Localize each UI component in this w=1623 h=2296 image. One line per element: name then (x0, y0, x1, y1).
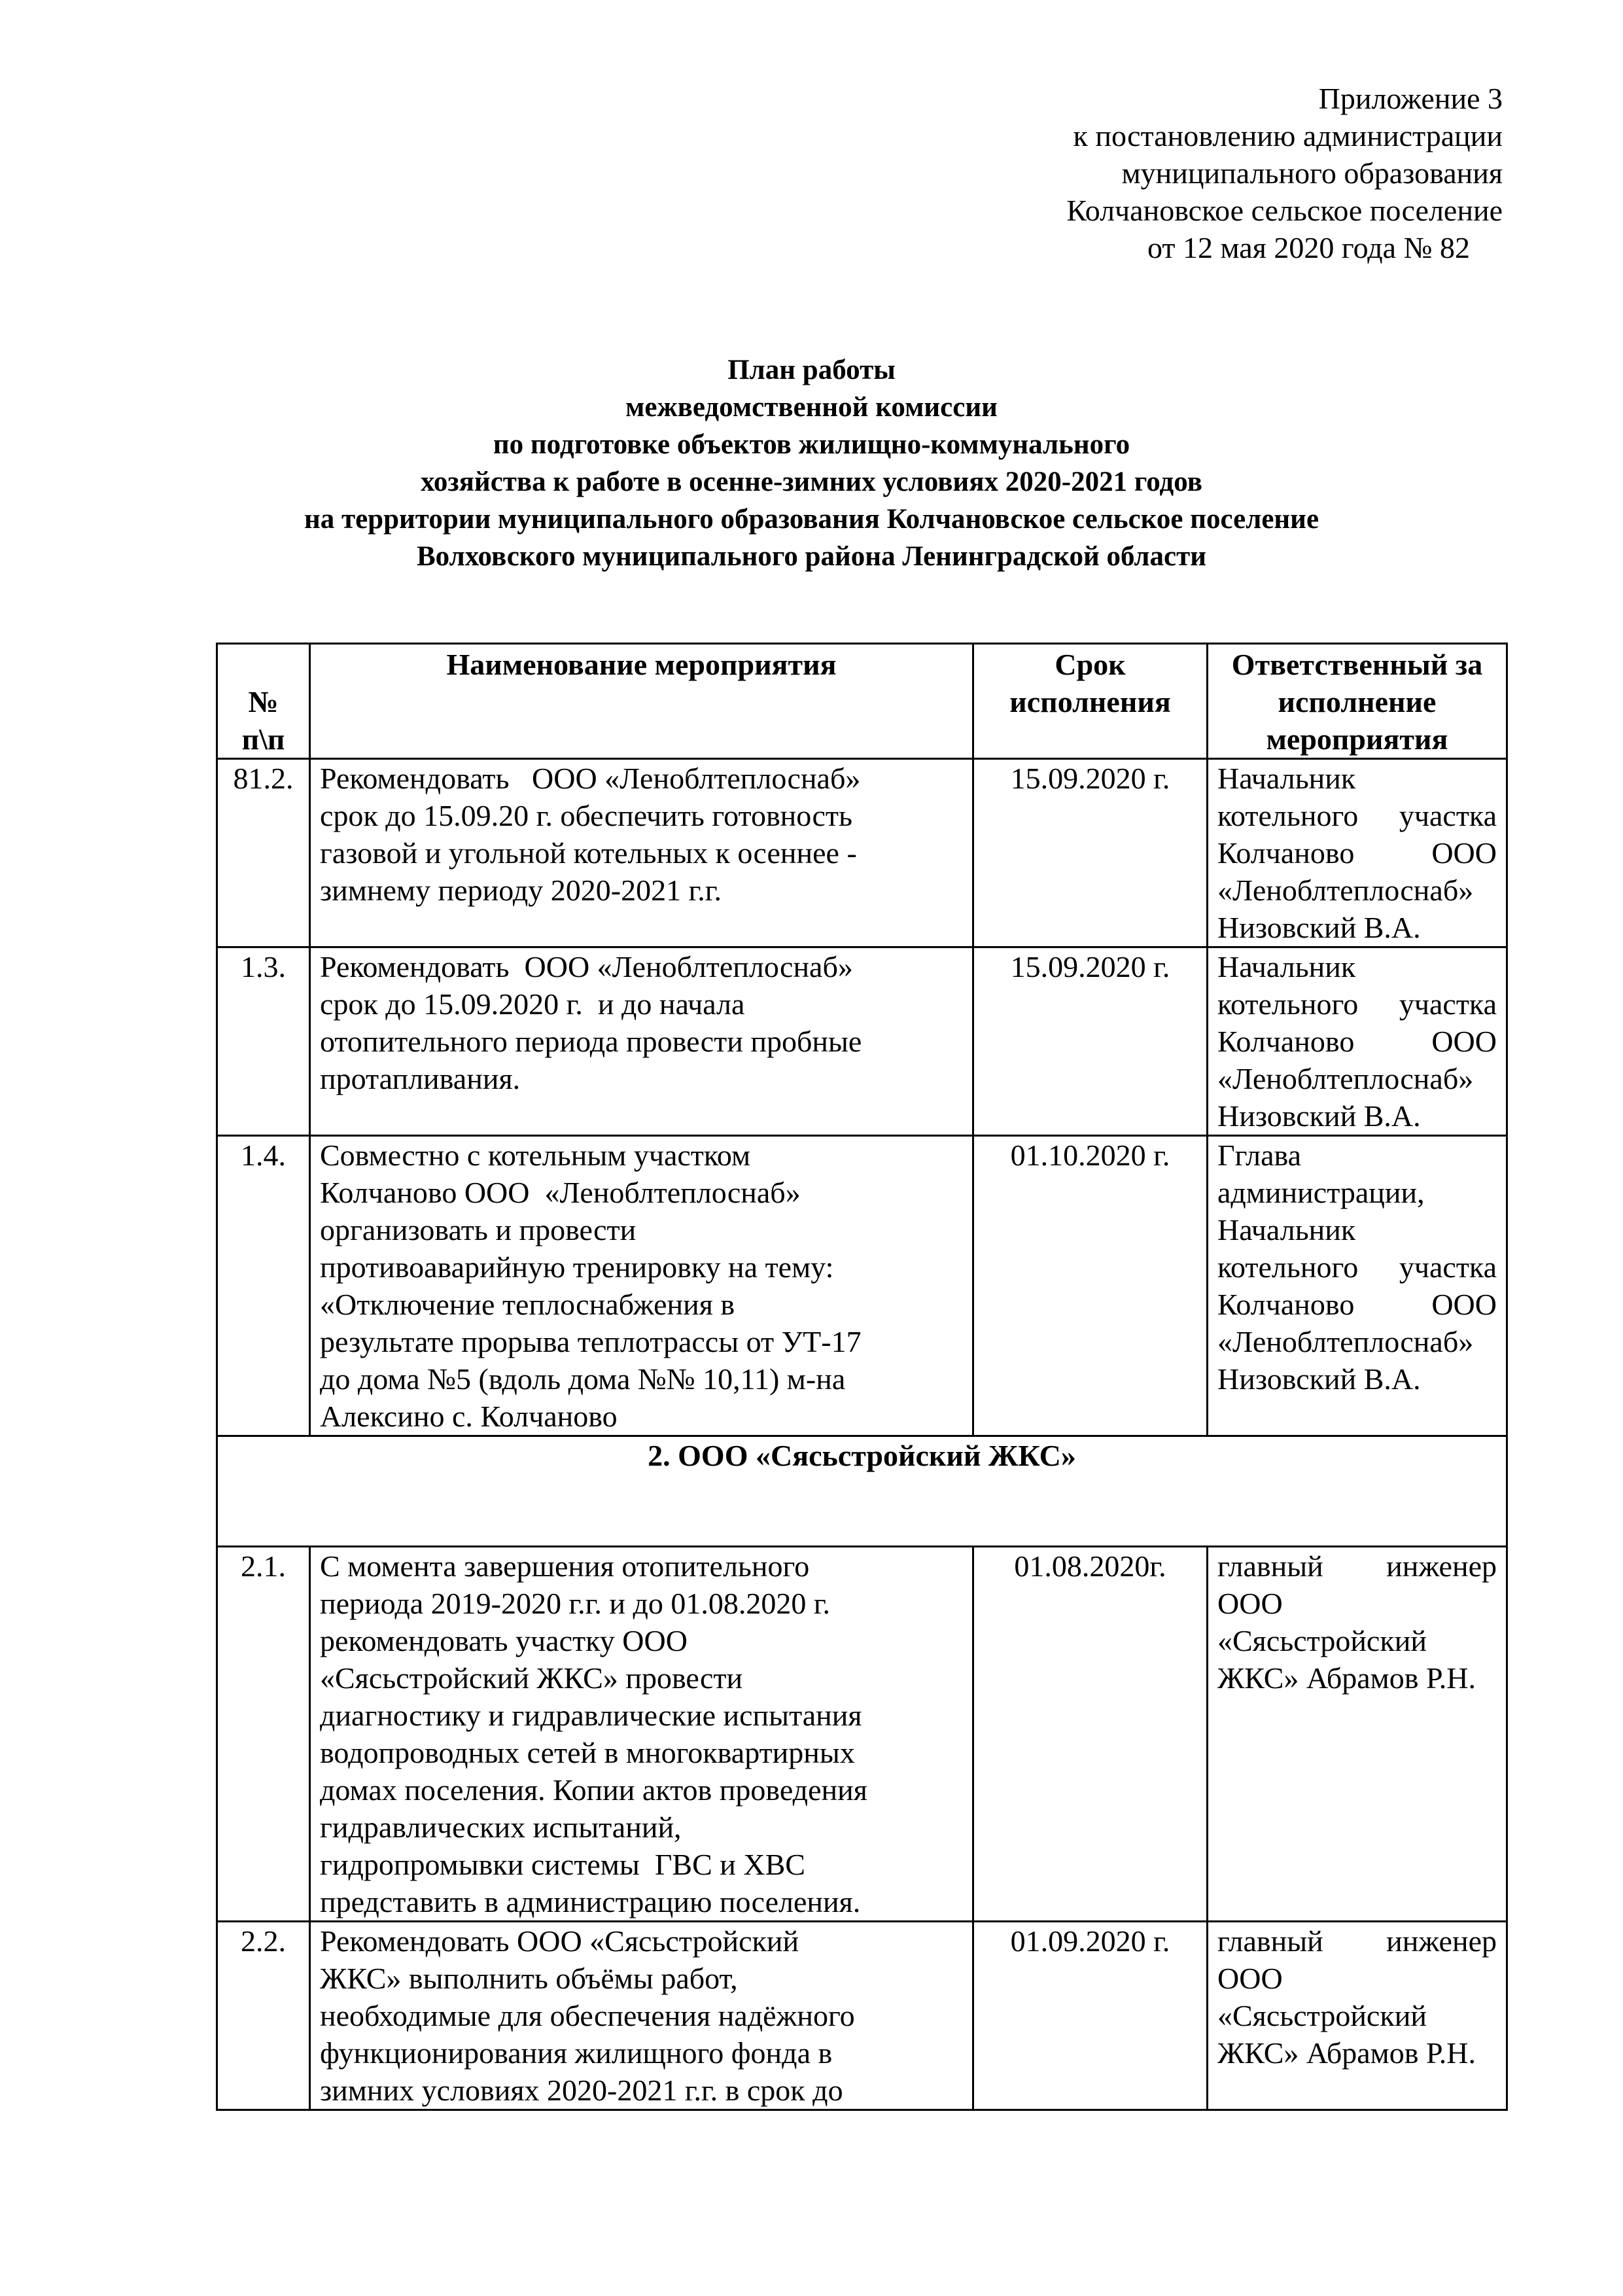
row-responsible (1208, 1922, 1507, 2110)
row-action (310, 947, 973, 1136)
action-line: Колчаново ООО «Леноблтеплоснаб» (320, 1176, 801, 1209)
row-number: 81.2. (217, 759, 310, 947)
action-line: Алексино с. Колчаново (320, 1400, 618, 1433)
header-responsible-line: Ответственный за (1231, 648, 1483, 681)
action-line: газовой и угольной котельных к осеннее - (320, 836, 857, 870)
row-deadline: 01.08.2020г. (973, 1547, 1208, 1922)
action-line: организовать и провести (320, 1213, 637, 1246)
table-row (217, 947, 1507, 1136)
header-deadline (973, 644, 1208, 759)
responsible-line: Начальник (1217, 950, 1356, 983)
action-line: Рекомендовать ООО «Леноблтеплоснаб» (320, 762, 861, 795)
action-line: домах поселения. Копии актов проведения (320, 1773, 867, 1807)
action-line: срок до 15.09.20 г. обеспечить готовность (320, 799, 852, 832)
responsible-line: Низовский В.А. (1217, 1362, 1421, 1396)
responsible-line: котельного участка (1217, 799, 1497, 832)
annex-line: к постановлению администрации (1073, 119, 1503, 152)
annex-line: муниципального образования (1121, 156, 1503, 190)
action-line: срок до 15.09.2020 г. и до начала (320, 987, 745, 1021)
table-row (217, 1136, 1507, 1436)
section-row (217, 1436, 1507, 1547)
responsible-line: ООО (1217, 1962, 1283, 1995)
section1-rows (217, 759, 1507, 1436)
action-line: ЖКС» выполнить объёмы работ, (320, 1962, 738, 1995)
responsible-line: Низовский В.А. (1217, 911, 1421, 944)
action-line: гидравлических испытаний, (320, 1810, 682, 1844)
row-deadline: 15.09.2020 г. (973, 759, 1208, 947)
title-line: Волховского муниципального района Ленинградской области (416, 541, 1207, 572)
title-line: по подготовке объектов жилищно-коммунального (493, 429, 1130, 460)
responsible-line: администрации, (1217, 1176, 1425, 1209)
title-line: хозяйства к работе в осенне-зимних условиях 2020-2021 годов (421, 467, 1202, 497)
plan-table (216, 643, 1508, 2111)
action-line: периода 2019-2020 г.г. и до 01.08.2020 г. (320, 1587, 831, 1620)
action-line: до дома №5 (вдоль дома №№ 10,11) м-на (320, 1362, 846, 1396)
section-title: 2. ООО «Сясьстройский ЖКС» (217, 1436, 1507, 1547)
document-title (0, 351, 1623, 575)
row-action (310, 1136, 973, 1436)
section2-header (217, 1436, 1507, 1547)
action-line: протапливания. (320, 1062, 521, 1095)
action-line: функционирования жилищного фонда в (320, 2036, 833, 2070)
responsible-line: главный инженер (1217, 1924, 1497, 1958)
title-line: на территории муниципального образования Колчановское сельское поселение (304, 504, 1319, 535)
action-line: «Сясьстройский ЖКС» провести (320, 1661, 743, 1695)
action-line: результате прорыва теплотрассы от УТ-17 (320, 1325, 862, 1358)
header-number-line: № (248, 685, 279, 718)
header-responsible (1208, 644, 1507, 759)
section2-rows (217, 1547, 1507, 2110)
header-number (217, 644, 310, 759)
row-action (310, 1922, 973, 2110)
action-line: противоаварийную тренировку на тему: (320, 1250, 834, 1284)
table-header-row (217, 644, 1507, 759)
responsible-line: котельного участка (1217, 987, 1497, 1021)
action-line: водопроводных сетей в многоквартирных (320, 1736, 855, 1769)
header-number-line: п\п (241, 722, 285, 756)
annex-line: от 12 мая 2020 года № 82 (1147, 231, 1470, 264)
responsible-line: «Леноблтеплоснаб» (1217, 1062, 1474, 1095)
responsible-line: «Леноблтеплоснаб» (1217, 874, 1474, 907)
responsible-line: «Сясьстройский (1217, 1999, 1427, 2032)
annex-line: Колчановское сельское поселение (1066, 194, 1503, 227)
title-line: План работы (727, 355, 896, 385)
action-line: Рекомендовать ООО «Сясьстройский (320, 1924, 799, 1958)
row-deadline: 01.10.2020 г. (973, 1136, 1208, 1436)
action-line: Совместно с котельным участком (320, 1139, 751, 1172)
table-row (217, 1922, 1507, 2110)
row-responsible (1208, 947, 1507, 1136)
responsible-line: Гглава (1217, 1139, 1302, 1172)
row-responsible (1208, 1136, 1507, 1436)
action-line: С момента завершения отопительного (320, 1549, 810, 1583)
header-responsible-line: мероприятия (1266, 722, 1448, 756)
table-row (217, 759, 1507, 947)
action-line: гидропромывки системы ГВС и ХВС (320, 1848, 805, 1881)
responsible-line: ООО (1217, 1587, 1283, 1620)
responsible-line: ЖКС» Абрамов Р.Н. (1217, 2036, 1476, 2070)
action-line: «Отключение теплоснабжения в (320, 1288, 735, 1321)
annex-block (1066, 80, 1503, 266)
row-responsible (1208, 759, 1507, 947)
responsible-line: «Сясьстройский (1217, 1624, 1427, 1657)
action-line: зимних условиях 2020-2021 г.г. в срок до (320, 2074, 843, 2107)
row-number: 2.2. (217, 1922, 310, 2110)
responsible-line: Колчаново ООО (1217, 1025, 1497, 1058)
responsible-line: главный инженер (1217, 1549, 1497, 1583)
action-line: диагностику и гидравлические испытания (320, 1699, 862, 1732)
responsible-line: Колчаново ООО (1217, 836, 1497, 870)
responsible-line: Начальник (1217, 762, 1356, 795)
action-line: необходимые для обеспечения надёжного (320, 1999, 855, 2032)
row-action (310, 1547, 973, 1922)
header-deadline-line: исполнения (1009, 685, 1171, 718)
annex-line: Приложение 3 (1318, 82, 1503, 115)
table-row (217, 1547, 1507, 1922)
responsible-line: «Леноблтеплоснаб» (1217, 1325, 1474, 1358)
action-line: представить в администрацию поселения. (320, 1885, 861, 1918)
row-number: 2.1. (217, 1547, 310, 1922)
responsible-line: котельного участка (1217, 1250, 1497, 1284)
action-line: Рекомендовать ООО «Леноблтеплоснаб» (320, 950, 853, 983)
row-deadline: 01.09.2020 г. (973, 1922, 1208, 2110)
row-number: 1.3. (217, 947, 310, 1136)
action-line: отопительного периода провести пробные (320, 1025, 862, 1058)
action-line: зимнему периоду 2020-2021 г.г. (320, 874, 722, 907)
responsible-line: ЖКС» Абрамов Р.Н. (1217, 1661, 1476, 1695)
header-name-line: Наименование мероприятия (446, 648, 837, 681)
title-line: межведомственной комиссии (625, 392, 998, 423)
row-number: 1.4. (217, 1136, 310, 1436)
header-name (310, 644, 973, 759)
header-responsible-line: исполнение (1278, 685, 1437, 718)
header-deadline-line: Срок (1055, 648, 1126, 681)
responsible-line: Начальник (1217, 1213, 1356, 1246)
action-line: рекомендовать участку ООО (320, 1624, 688, 1657)
row-deadline: 15.09.2020 г. (973, 947, 1208, 1136)
responsible-line: Низовский В.А. (1217, 1099, 1421, 1133)
row-action (310, 759, 973, 947)
row-responsible (1208, 1547, 1507, 1922)
responsible-line: Колчаново ООО (1217, 1288, 1497, 1321)
